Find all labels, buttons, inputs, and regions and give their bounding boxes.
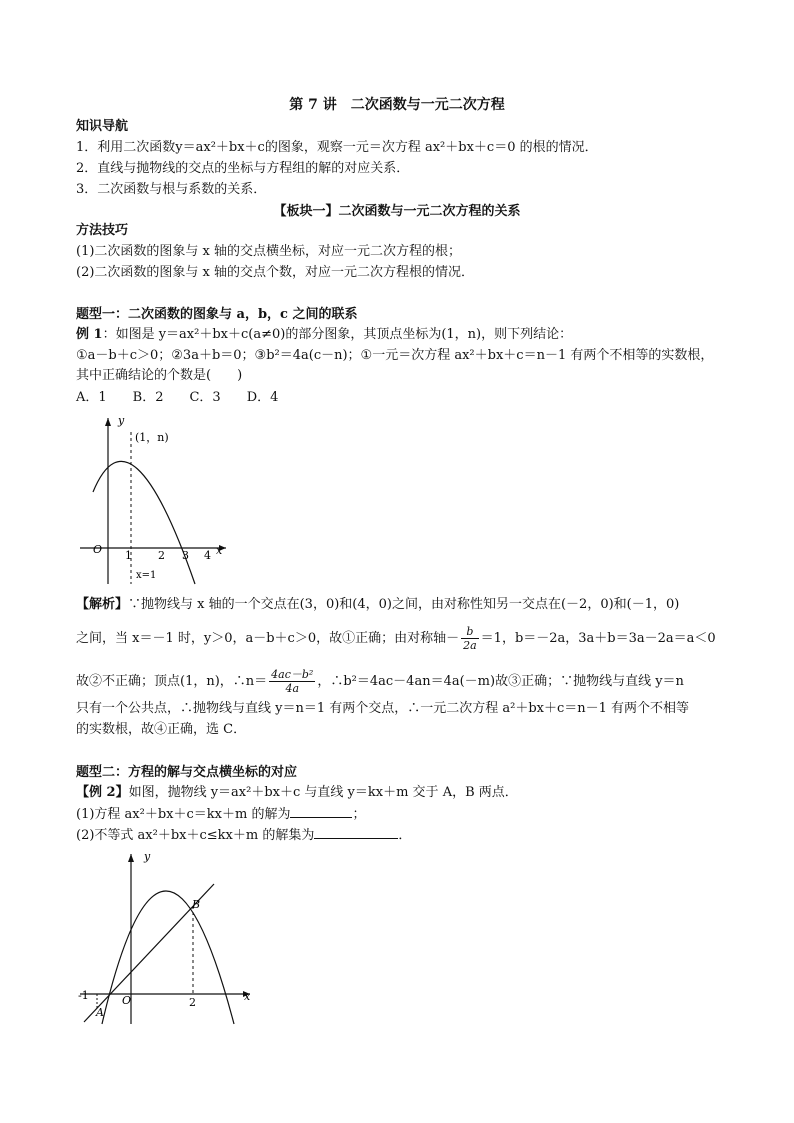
graph-example1 bbox=[76, 412, 236, 590]
solution-line2 bbox=[76, 625, 716, 652]
type1-heading: 题型一：二次函数的图象与 a，b，c 之间的联系 bbox=[76, 307, 358, 322]
solution-text-3a: 故②不正确；顶点(1，n)，∴n＝ bbox=[76, 674, 268, 689]
tick-2: 2 bbox=[189, 996, 196, 1009]
symmetry-axis-label: x=1 bbox=[136, 570, 157, 581]
point-a-label: A bbox=[96, 1006, 104, 1019]
solution-text-2a: 之间，当 x＝－1 时，y＞0，a－b＋c＞0，故①正确；由对称轴－ bbox=[76, 631, 460, 646]
tick-2: 2 bbox=[158, 549, 165, 562]
point-b-label: B bbox=[192, 898, 201, 911]
question-1-suffix: ； bbox=[352, 807, 366, 822]
solution-line1 bbox=[76, 596, 679, 614]
fraction-numerator: b bbox=[461, 625, 479, 639]
example1-options: A．1 B．2 C．3 D．4 bbox=[76, 390, 279, 405]
fraction-vertex-n bbox=[269, 668, 315, 695]
answer-blank-2[interactable] bbox=[314, 826, 398, 839]
example1-label: 例 1 bbox=[76, 327, 103, 342]
block1-heading: 【板块一】二次函数与一元二次方程的关系 bbox=[273, 204, 521, 219]
question-2 bbox=[76, 826, 411, 845]
knowledge-item-2: 2．直线与抛物线的交点的坐标与方程组的解的对应关系． bbox=[76, 161, 410, 176]
example2-line1 bbox=[76, 784, 518, 802]
method-heading: 方法技巧 bbox=[76, 223, 129, 238]
tick-1: 1 bbox=[125, 549, 132, 562]
solution-line4: 只有一个公共点，∴抛物线与直线 y＝n＝1 有两个交点，∴一元二次方程 a²＋bx＋c＝n－1 有两个不相等 bbox=[76, 701, 690, 716]
question-1-text: (1)方程 ax²＋bx＋c＝kx＋m 的解为 bbox=[76, 807, 291, 822]
question-2-text: (2)不等式 ax²＋bx＋c≤kx＋m 的解集为 bbox=[76, 828, 315, 843]
origin-label: O bbox=[122, 994, 132, 1007]
origin-label: O bbox=[93, 543, 103, 556]
y-axis-label: y bbox=[144, 850, 151, 863]
tick-3: 3 bbox=[182, 549, 189, 562]
example1-line1 bbox=[76, 326, 572, 344]
method-item-2: (2)二次函数的图象与 x 轴的交点个数，对应一元二次方程根的情况． bbox=[76, 265, 475, 280]
solution-line3 bbox=[76, 668, 684, 695]
lecture-title: 第 7 讲 二次函数与一元二次方程 bbox=[289, 97, 505, 113]
solution-tag: 【解析】 bbox=[76, 597, 129, 612]
y-axis-arrow-icon bbox=[128, 854, 134, 862]
type2-heading: 题型二：方程的解与交点横坐标的对应 bbox=[76, 765, 298, 780]
answer-blank-1[interactable] bbox=[290, 805, 352, 818]
graph-example2 bbox=[76, 848, 256, 1028]
example2-text: 如图，抛物线 y＝ax²＋bx＋c 与直线 y＝kx＋m 交于 A，B 两点． bbox=[128, 785, 518, 800]
question-1 bbox=[76, 805, 365, 824]
fraction2-denominator: 4a bbox=[285, 682, 300, 695]
example2-label: 【例 2】 bbox=[76, 785, 129, 800]
solution-line5: 的实数根，故④正确，选 C． bbox=[76, 722, 247, 737]
fraction-denominator: 2a bbox=[463, 639, 477, 652]
knowledge-item-3: 3．二次函数与根与系数的关系． bbox=[76, 182, 267, 197]
fraction2-numerator: 4ac－b² bbox=[271, 668, 314, 681]
tick-neg1: -1 bbox=[78, 989, 89, 1002]
question-2-suffix: ． bbox=[398, 828, 412, 843]
vertex-label: (1，n) bbox=[135, 431, 169, 444]
solution-text-3b: ，∴b²＝4ac－4an＝4a(－m)故③正确；∵抛物线与直线 y＝n bbox=[317, 674, 684, 689]
y-axis-arrow-icon bbox=[105, 418, 111, 426]
example1-text: ：如图是 y＝ax²＋bx＋c(a≠0)的部分图象，其顶点坐标为(1，n)，则下列结论： bbox=[102, 327, 573, 342]
y-axis-label: y bbox=[118, 414, 125, 427]
tick-4: 4 bbox=[204, 549, 211, 562]
example1-line3: 其中正确结论的个数是( ) bbox=[76, 368, 243, 383]
x-axis-label: x bbox=[244, 990, 251, 1003]
x-axis-label: x bbox=[216, 544, 223, 557]
knowledge-item-1: 1．利用二次函数y＝ax²＋bx＋c的图象，观察一元＝次方程 ax²＋bx＋c＝0 的根的情况． bbox=[76, 140, 598, 155]
fraction-b-over-2a bbox=[461, 625, 479, 652]
knowledge-heading: 知识导航 bbox=[76, 119, 129, 134]
example1-line2: ①a－b＋c＞0；②3a＋b＝0；③b²＝4a(c－n)；①一元＝次方程 ax²＋bx＋c＝n－1 有两个不相等的实数根， bbox=[76, 348, 714, 363]
solution-text-1: ∵抛物线与 x 轴的一个交点在(3，0)和(4，0)之间，由对称性知另一交点在(－2，0)和(－1，0) bbox=[128, 597, 680, 612]
method-item-1: (1)二次函数的图象与 x 轴的交点横坐标，对应一元二次方程的根； bbox=[76, 244, 462, 259]
solution-text-2b: ＝1，b＝－2a，3a＋b＝3a－2a＝a＜0 bbox=[480, 631, 716, 646]
